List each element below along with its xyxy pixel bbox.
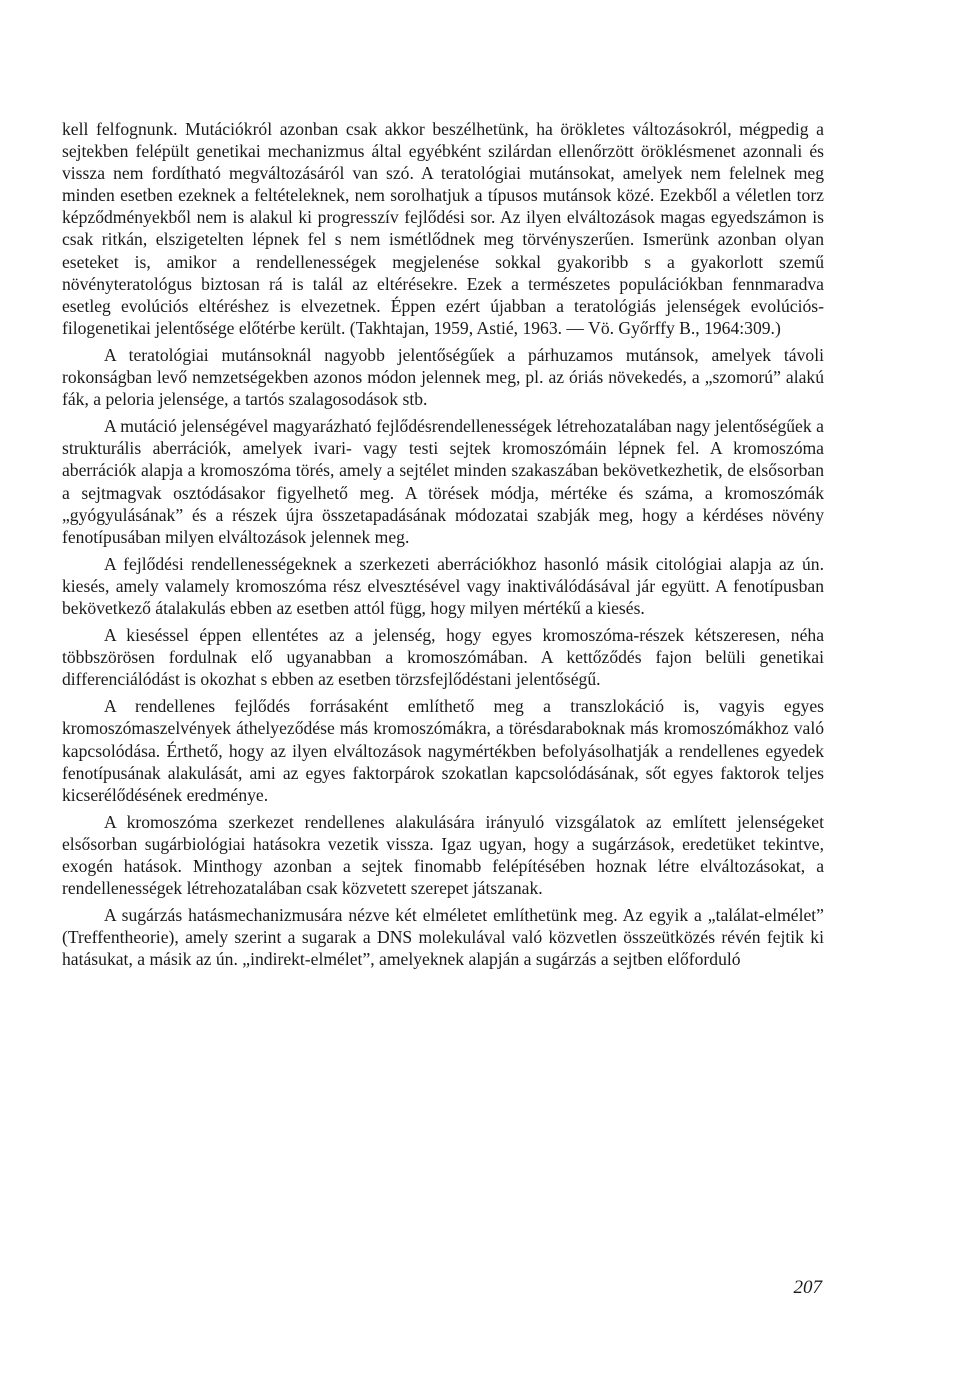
paragraph-7: A kromoszóma szerkezet rendellenes alakulására irányuló vizsgálatok az említett jelenségeket elsősorban sugárbiológiai hatásokra vezetik vissza. Igaz ugyan, hogy a sugárzások, eredetüket tekintve, exogén hatások. Minthogy azonban a sejtek finomabb felépítésében hoznak létre elváltozásokat, a rendellenességek létrehozatalában csak közvetett szerepet játszanak. [62, 811, 824, 899]
paragraph-2: A teratológiai mutánsoknál nagyobb jelentőségűek a párhuzamos mutánsok, amelyek távoli rokonságban levő nemzetségekben azonos módon jelennek meg, pl. az óriás növekedés, a „szomorú” alakú fák, a peloria jelensége, a tartós szalagosodások stb. [62, 344, 824, 410]
paragraph-4: A fejlődési rendellenességeknek a szerkezeti aberrációkhoz hasonló másik citológiai alapja az ún. kiesés, amely valamely kromoszóma rész elvesztésével vagy inaktiválódásával jár együtt. A fenotípusban bekövetkező átalakulás ebben az esetben attól függ, hogy milyen mértékű a kiesés. [62, 553, 824, 618]
paragraph-6: A rendellenes fejlődés forrásaként említhető meg a transzlokáció is, vagyis egyes kromoszómaszelvények áthelyeződése más kromoszómákra, a törésdaraboknak más kromoszómákhoz való kapcsolódása. Érthető, hogy az ilyen elváltozások nagymértékben befolyásolhatják a rendellenes egyedek fenotípusának alakulását, ami az egyes faktorpárok szokatlan kapcsolódásának, sőt egyes faktorok teljes kicserélődésének eredménye. [62, 696, 824, 805]
paragraph-3: A mutáció jelenségével magyarázható fejlődésrendellenességek létrehozatalában nagy jelentőségűek a strukturális aberrációk, amelyek ivari- vagy testi sejtek kromoszómáin lépnek fel. A kromoszóma aberrációk alapja a kromoszóma törés, amely a sejtélet minden szakaszában bekövetkezhetik, de elsősorban a sejtmagvak osztódásakor figyelhető meg. A törések módja, mértéke és száma, a kromoszómák „gyógyulásának” és a részek újra összetapadásának módozatai szabják meg, hogy a kérdéses növény fenotípusában milyen elváltozások jelennek meg. [62, 416, 824, 547]
paragraph-8: A sugárzás hatásmechanizmusára nézve két elméletet említhetünk meg. Az egyik a „találat-elmélet” (Treffentheorie), amely szerint a sugarak a DNS molekulával való közvetlen összeütközés révén fejtik ki hatásukat, a másik az ún. „indirekt-elmélet”, amelyeknek alapján a sugárzás a sejtben előforduló [62, 905, 824, 970]
paragraph-1: kell felfognunk. Mutációkról azonban csak akkor beszélhetünk, ha örökletes változásokról, mégpedig a sejtekben felépült genetikai mechanizmus által egyébként szilárdan ellenőrzött öröklésmenet azonnali és vissza nem fordítható megváltozásáról van szó. A teratológiai mutánsokat, amelyek nem felelnek meg minden esetben ezeknek a feltételeknek, nem sorolhatjuk a típusos mutánsok közé. Ezekből a véletlen torz képződményekből nem is alakul ki progresszív fejlődési sor. Az ilyen elváltozások magas egyedszámon is csak ritkán, elszigetelten lépnek fel s nem ismétlődnek meg törvényszerűen. Ismerünk azonban olyan eseteket is, amikor a rendellenességek megjelenése sokkal gyakoribb s a gyakorlott szemű növényteratológus biztosan rá is talál az eltérésekre. Ezek a természetes populációkban fennmaradva esetleg evolúciós eltéréshez is elvezetnek. Éppen ezért újabban a teratológiás jelenségek evolúciós-filogenetikai jelentősége előtérbe került. (Takhtajan, 1959, Astié, 1963. — Vö. Győrffy B., 1964:309.) [62, 119, 824, 338]
page-body [62, 118, 824, 970]
paragraph-5: A kieséssel éppen ellentétes az a jelenség, hogy egyes kromoszóma-részek kétszeresen, néha többszörösen fordulnak elő ugyanabban a kromoszómában. A kettőződés fajon belüli genetikai differenciálódást is okozhat s ebben az esetben törzsfejlődéstani jelentőségű. [62, 625, 824, 690]
page-number: 207 [793, 1277, 822, 1298]
